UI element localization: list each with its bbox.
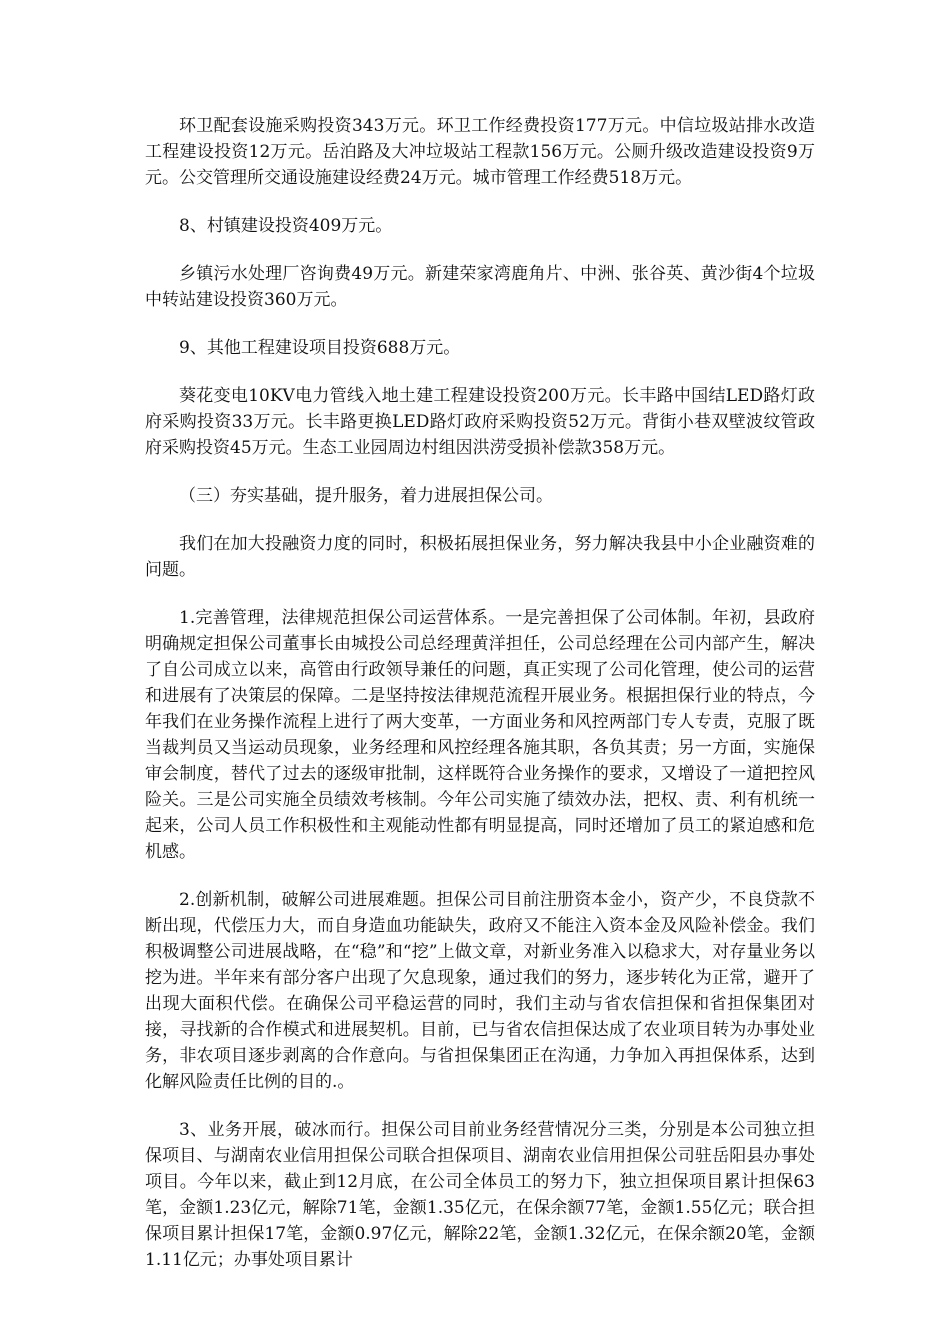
- paragraph-sanitation-investment: 环卫配套设施采购投资343万元。环卫工作经费投资177万元。中信垃圾站排水改造工程建设投资12万元。岳泊路及大冲垃圾站工程款156万元。公厕升级改造建设投资9万元。公交管理所交通设施建设经费24万元。城市管理工作经费518万元。: [145, 116, 815, 188]
- paragraph-business-development: 3、业务开展，破冰而行。担保公司目前业务经营情况分三类，分别是本公司独立担保项目、与湖南农业信用担保公司联合担保项目、湖南农业信用担保公司驻岳阳县办事处项目。今年以来，截止到12月底，在公司全体员工的努力下，独立担保项目累计担保63笔，金额1.23亿元，解除71笔，金额1.35亿元，在保余额77笔，金额1.55亿元；联合担保项目累计担保17笔，金额0.97亿元，解除22笔，金额1.32亿元，在保余额20笔，金额1.11亿元；办事处项目累计: [145, 1120, 815, 1270]
- heading-village-construction: 8、村镇建设投资409万元。: [179, 216, 393, 236]
- paragraph-other-projects-details: 葵花变电10KV电力管线入地土建工程建设投资200万元。长丰路中国结LED路灯政府采购投资33万元。长丰路更换LED路灯政府采购投资52万元。背街小巷双壁波纹管政府采购投资45万元。生态工业园周边村组因洪涝受损补偿款358万元。: [145, 386, 815, 458]
- paragraph-guarantee-intro: 我们在加大投融资力度的同时，积极拓展担保业务，努力解决我县中小企业融资难的问题。: [145, 534, 815, 580]
- heading-other-projects: 9、其他工程建设项目投资688万元。: [179, 338, 461, 358]
- document-body: [145, 113, 815, 1295]
- paragraph-innovation-mechanism: 2.创新机制，破解公司进展难题。担保公司目前注册资本金小，资产少，不良贷款不断出现，代偿压力大，而自身造血功能缺失，政府又不能注入资本金及风险补偿金。我们积极调整公司进展战略，在“稳”和“挖”上做文章，对新业务准入以稳求大，对存量业务以挖为进。半年来有部分客户出现了欠息现象，通过我们的努力，逐步转化为正常，避开了出现大面积代偿。在确保公司平稳运营的同时，我们主动与省农信担保和省担保集团对接，寻找新的合作模式和进展契机。目前，已与省农信担保达成了农业项目转为办事处业务，非农项目逐步剥离的合作意向。与省担保集团正在沟通，力争加入再担保体系，达到化解风险责任比例的目的.。: [145, 890, 815, 1092]
- paragraph-improve-management: 1.完善管理，法律规范担保公司运营体系。一是完善担保了公司体制。年初，县政府明确规定担保公司董事长由城投公司总经理黄洋担任，公司总经理在公司内部产生，解决了自公司成立以来，高管由行政领导兼任的问题，真正实现了公司化管理，使公司的运营和进展有了决策层的保障。二是坚持按法律规范流程开展业务。根据担保行业的特点，今年我们在业务操作流程上进行了两大变革，一方面业务和风控两部门专人专责，克服了既当裁判员又当运动员现象，业务经理和风控经理各施其职，各负其责；另一方面，实施保审会制度，替代了过去的逐级审批制，这样既符合业务操作的要求，又增设了一道把控风险关。三是公司实施全员绩效考核制。今年公司实施了绩效办法，把权、责、利有机统一起来，公司人员工作积极性和主观能动性都有明显提高，同时还增加了员工的紧迫感和危机感。: [145, 608, 815, 862]
- paragraph-village-details: 乡镇污水处理厂咨询费49万元。新建荣家湾鹿角片、中洲、张谷英、黄沙街4个垃圾中转站建设投资360万元。: [145, 264, 815, 310]
- heading-guarantee-company: （三）夯实基础，提升服务，着力进展担保公司。: [179, 486, 553, 506]
